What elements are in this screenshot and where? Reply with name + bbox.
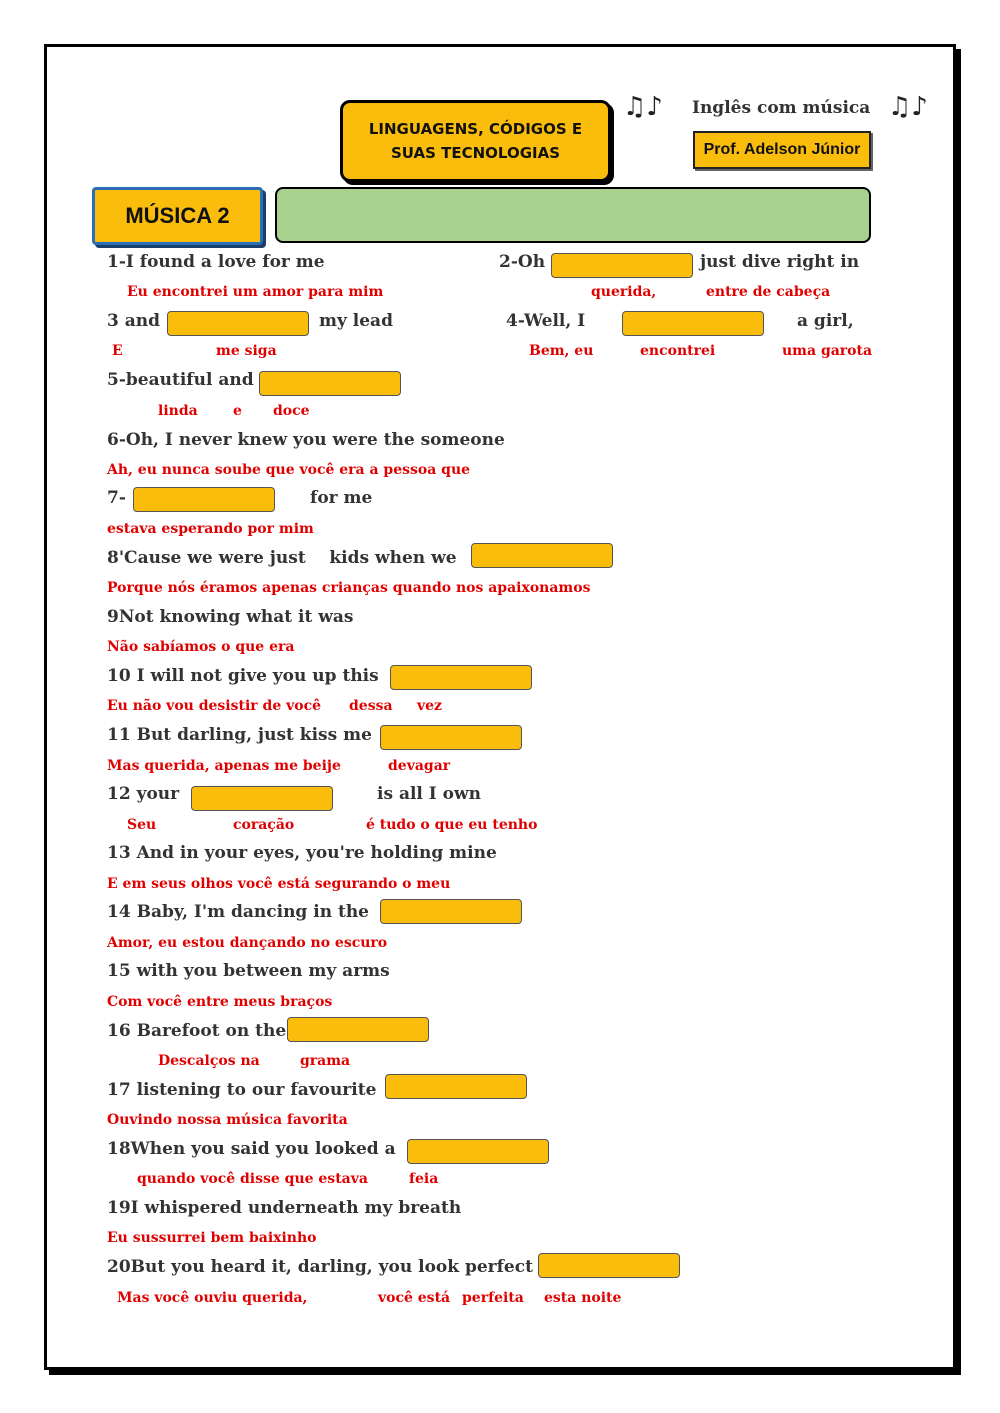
translation-line-3a: E [112, 343, 123, 359]
lyric-line-5: 5-beautiful and [107, 370, 254, 390]
song-title-field[interactable] [275, 187, 871, 243]
translation-line-2a: querida, [591, 284, 657, 300]
answer-blank-5[interactable] [259, 371, 401, 396]
answer-blank-18[interactable] [407, 1139, 549, 1164]
lyric-line-10: 10 I will not give you up this [107, 666, 379, 686]
teacher-name: Prof. Adelson Júnior [693, 131, 871, 169]
translation-line-12b: coração [233, 817, 295, 833]
translation-line-4c: uma garota [782, 343, 873, 359]
answer-blank-2[interactable] [551, 253, 693, 278]
translation-line-15: Com você entre meus braços [107, 994, 333, 1010]
translation-line-16b: grama [300, 1053, 351, 1069]
music-notes-icon: ♫♪ [888, 92, 928, 122]
lyric-line-4-start: 4-Well, I [506, 311, 586, 331]
lyric-line-12-end: is all I own [377, 784, 482, 804]
answer-blank-12[interactable] [191, 786, 333, 811]
translation-line-1: Eu encontrei um amor para mim [127, 284, 384, 300]
lyric-line-3-start: 3 and [107, 311, 161, 331]
translation-line-12c: é tudo o que eu tenho [366, 817, 538, 833]
area-title-line2: SUAS TECNOLOGIAS [390, 144, 560, 162]
song-label: MÚSICA 2 [92, 187, 263, 245]
translation-line-16a: Descalços na [158, 1053, 260, 1069]
subject-title: Inglês com música [692, 98, 871, 118]
answer-blank-17[interactable] [385, 1074, 527, 1099]
translation-line-20c: perfeita [462, 1290, 524, 1306]
lyric-line-16: 16 Barefoot on the [107, 1021, 287, 1041]
answer-blank-14[interactable] [380, 899, 522, 924]
lyric-line-1: 1-I found a love for me [107, 252, 325, 272]
translation-line-18b: feia [409, 1171, 439, 1187]
translation-line-7: estava esperando por mim [107, 521, 314, 537]
answer-blank-7[interactable] [133, 487, 275, 512]
translation-line-19: Eu sussurrei bem baixinho [107, 1230, 317, 1246]
lyric-line-6: 6-Oh, I never knew you were the someone [107, 430, 505, 450]
lyric-line-19: 19I whispered underneath my breath [107, 1198, 462, 1218]
translation-line-5c: doce [273, 403, 310, 419]
lyric-line-7-end: for me [310, 488, 373, 508]
translation-line-10b: dessa [349, 698, 393, 714]
answer-blank-4[interactable] [622, 311, 764, 336]
lyric-line-20: 20But you heard it, darling, you look perfect [107, 1257, 533, 1277]
answer-blank-20[interactable] [538, 1253, 680, 1278]
area-title-box [340, 100, 611, 182]
answer-blank-10[interactable] [390, 665, 532, 690]
translation-line-13: E em seus olhos você está segurando o meu [107, 876, 451, 892]
lyric-line-7-start: 7- [107, 488, 126, 508]
answer-blank-16[interactable] [287, 1017, 429, 1042]
lyric-line-4-end: a girl, [797, 311, 854, 331]
translation-line-3b: me siga [216, 343, 277, 359]
lyric-line-9: 9Not knowing what it was [107, 607, 354, 627]
answer-blank-8[interactable] [471, 543, 613, 568]
lyric-line-14: 14 Baby, I'm dancing in the [107, 902, 369, 922]
translation-line-17: Ouvindo nossa música favorita [107, 1112, 348, 1128]
lyric-line-3-end: my lead [319, 311, 393, 331]
translation-line-9: Não sabíamos o que era [107, 639, 295, 655]
lyric-line-8: 8'Cause we were just kids when we [107, 548, 457, 568]
translation-line-10a: Eu não vou desistir de você [107, 698, 321, 714]
translation-line-8: Porque nós éramos apenas crianças quando nos apaixonamos [107, 580, 591, 596]
lyric-line-2-start: 2-Oh [499, 252, 546, 272]
lyric-line-12-start: 12 your [107, 784, 180, 804]
translation-line-6: Ah, eu nunca soube que você era a pessoa que [107, 462, 471, 478]
lyric-line-18: 18When you said you looked a [107, 1139, 396, 1159]
translation-line-20d: esta noite [544, 1290, 622, 1306]
translation-line-11a: Mas querida, apenas me beije [107, 758, 341, 774]
translation-line-5a: linda [158, 403, 198, 419]
area-title-line1: LINGUAGENS, CÓDIGOS E [368, 120, 583, 138]
translation-line-10c: vez [417, 698, 442, 714]
lyric-line-2-end: just dive right in [700, 252, 860, 272]
lyric-line-15: 15 with you between my arms [107, 961, 390, 981]
translation-line-20b: você está [378, 1290, 451, 1306]
translation-line-5b: e [233, 403, 242, 419]
translation-line-4a: Bem, eu [529, 343, 594, 359]
translation-line-18a: quando você disse que estava [137, 1171, 368, 1187]
answer-blank-3[interactable] [167, 311, 309, 336]
translation-line-20a: Mas você ouviu querida, [117, 1290, 308, 1306]
music-notes-icon: ♫♪ [623, 92, 663, 122]
lyric-line-11: 11 But darling, just kiss me [107, 725, 372, 745]
translation-line-11b: devagar [388, 758, 451, 774]
lyric-line-17: 17 listening to our favourite [107, 1080, 377, 1100]
translation-line-12a: Seu [127, 817, 157, 833]
translation-line-4b: encontrei [640, 343, 716, 359]
translation-line-14: Amor, eu estou dançando no escuro [107, 935, 388, 951]
answer-blank-11[interactable] [380, 725, 522, 750]
translation-line-2b: entre de cabeça [706, 284, 831, 300]
lyric-line-13: 13 And in your eyes, you're holding mine [107, 843, 497, 863]
